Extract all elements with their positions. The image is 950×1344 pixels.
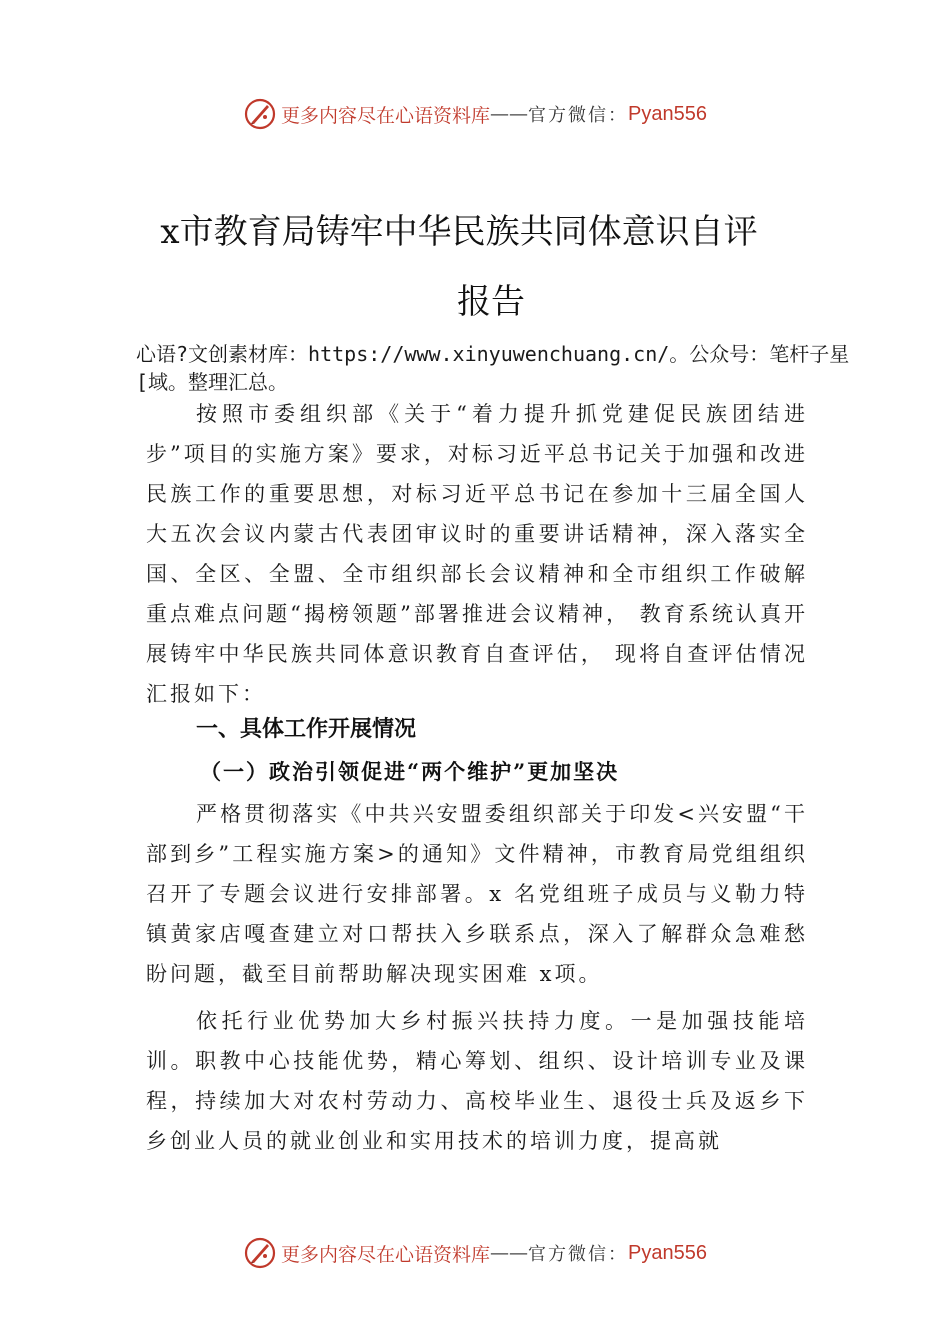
banner-wechat-id: Pyan556 xyxy=(628,102,707,125)
source-note: 心语?文创素材库：https://www.xinyuwenchuang.cn/。公众号：笔杆子星[域。整理汇总。 xyxy=(136,342,850,394)
banner-slogan: 更多内容尽在心语资料库 xyxy=(281,1243,491,1266)
quill-logo-icon xyxy=(243,97,277,131)
quill-logo-icon xyxy=(243,1236,277,1270)
banner-wechat-label: 官方微信： xyxy=(528,105,629,126)
banner-wechat-id: Pyan556 xyxy=(628,1241,707,1264)
watermark-banner-top xyxy=(0,92,950,136)
document-title-line2: 报告 xyxy=(457,282,525,322)
banner-slogan: 更多内容尽在心语资料库 xyxy=(281,104,491,127)
document-title-line1: x市教育局铸牢中华民族共同体意识自评 xyxy=(160,212,758,252)
subsection-heading-1: （一）政治引领促进“两个维护”更加坚决 xyxy=(200,759,620,784)
banner-dash: —— xyxy=(490,1242,529,1264)
watermark-banner-bottom xyxy=(0,1231,950,1275)
banner-dash: —— xyxy=(490,103,529,125)
paragraph-intro: 按照市委组织部《关于“着力提升抓党建促民族团结进步”项目的实施方案》要求，对标习近平总书记关于加强和改进民族工作的重要思想，对标习近平总书记在参加十三届全国人大五次会议内蒙古代表团审议时的重要讲话精神，深入落实全国、全区、全盟、全市组织部长会议精神和全市组织工作破解重点难点问题“揭榜领题”部署推进会议精神， 教育系统认真开展铸牢中华民族共同体意识教育自查评估， 现将自查评估情况汇报如下： xyxy=(146,402,808,706)
section-heading-1: 一、具体工作开展情况 xyxy=(196,717,417,742)
paragraph-political-guidance: 严格贯彻落实《中共兴安盟委组织部关于印发<兴安盟“干部到乡”工程实施方案>的通知》文件精神，市教育局党组组织召开了专题会议进行安排部署。x 名党组班子成员与义勒力特镇黄家店嘎查建立对口帮扶入乡联系点，深入了解群众急难愁盼问题，截至目前帮助解决现实困难 x项。 xyxy=(146,802,808,986)
paragraph-rural-support: 依托行业优势加大乡村振兴扶持力度。一是加强技能培训。职教中心技能优势，精心筹划、组织、设计培训专业及课程，持续加大对农村劳动力、高校毕业生、退役士兵及返乡下乡创业人员的就业创业和实用技术的培训力度，提高就 xyxy=(146,1009,808,1153)
banner-wechat-label: 官方微信： xyxy=(528,1244,629,1265)
